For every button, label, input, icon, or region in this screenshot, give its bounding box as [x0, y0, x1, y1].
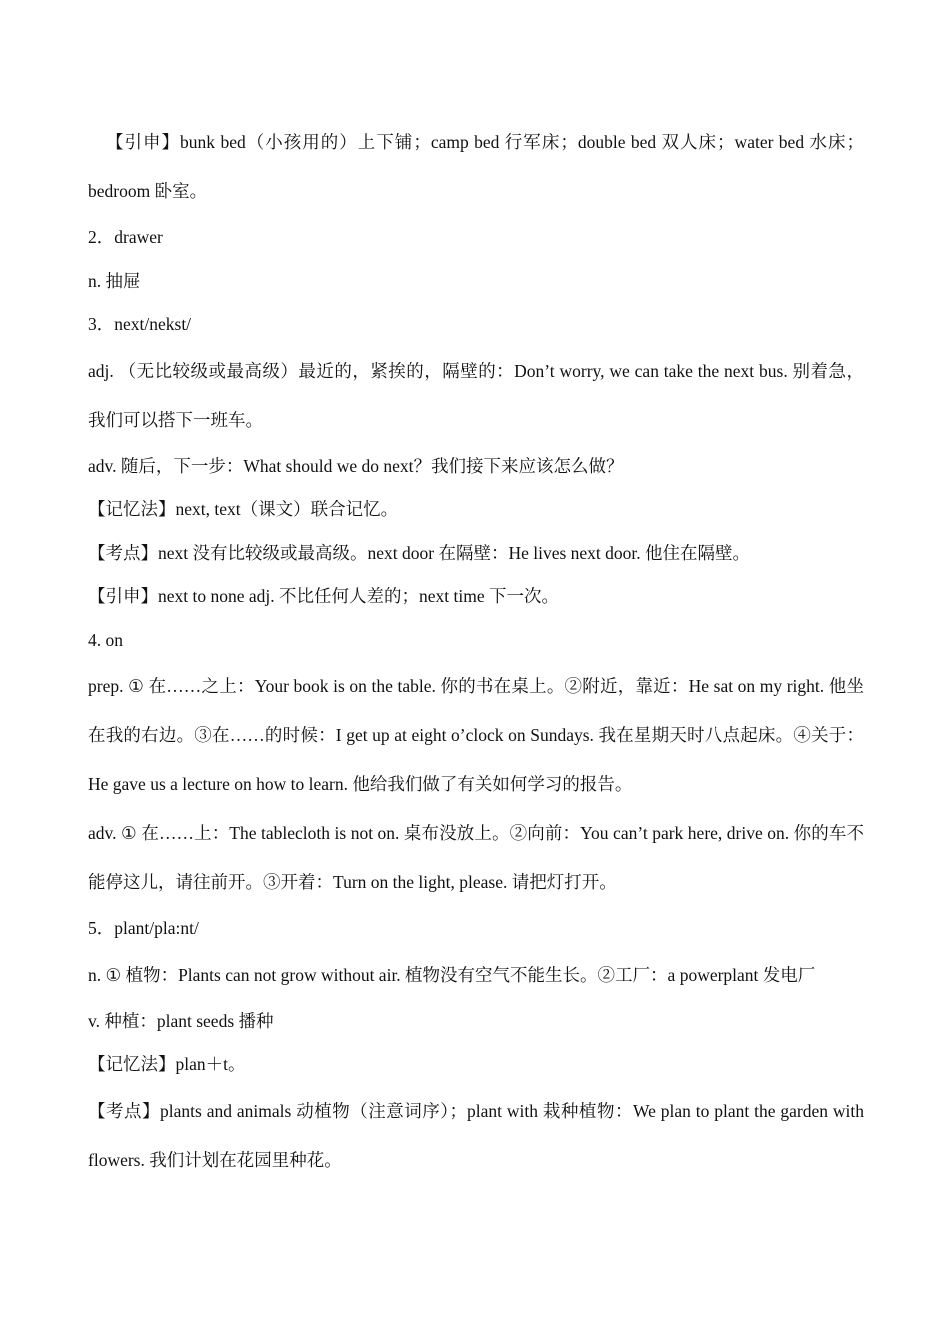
paragraph-next-adv: adv. 随后，下一步：What should we do next？我们接下来应该怎么做？: [88, 455, 624, 476]
paragraph-next-adj: adj. （无比较级或最高级）最近的，紧挨的，隔壁的：Don’t worry, we can take the next bus. 别着急，我们可以搭下一班车。: [88, 360, 864, 430]
heading-next: 3．next/nekst/: [88, 314, 192, 334]
paragraph-plant-noun: n. ① 植物：Plants can not grow without air. 植物没有空气不能生长。②工厂：a powerplant 发电厂: [88, 964, 816, 985]
heading-on: 4. on: [88, 629, 123, 650]
paragraph-extension-bed: 【引申】bunk bed（小孩用的）上下铺；camp bed 行军床；double bed 双人床；water bed 水床；bedroom 卧室。: [88, 132, 864, 201]
paragraph-plant-memory: 【记忆法】plan＋t。: [88, 1054, 246, 1074]
document-page: [88, 118, 864, 1185]
paragraph-next-memory: 【记忆法】next, text（课文）联合记忆。: [88, 499, 399, 519]
paragraph-drawer-noun: n. 抽屉: [88, 270, 141, 291]
paragraph-on-prep: prep. ① 在……之上：Your book is on the table. 你的书在桌上。②附近，靠近：He sat on my right. 他坐在我的右边。③在……的时候：I get up at eight o’clock on Sundays. 我在星期天时八点起床。④关于：He gave us a lecture on how to learn. 他给我们做了有关如何学习的报告。: [88, 676, 864, 794]
heading-plant: 5．plant/pla:nt/: [88, 918, 199, 938]
paragraph-plant-exam-point: 【考点】plants and animals 动植物（注意词序）；plant with 栽种植物：We plan to plant the garden with flowers. 我们计划在花园里种花。: [88, 1100, 864, 1170]
paragraph-on-adv: adv. ① 在……上：The tablecloth is not on. 桌布没放上。②向前：You can’t park here, drive on. 你的车不能停这儿，请往前开。③开着：Turn on the light, please. 请把灯打开。: [88, 823, 864, 892]
paragraph-plant-verb: v. 种植：plant seeds 播种: [88, 1010, 274, 1031]
paragraph-next-extension: 【引申】next to none adj. 不比任何人差的；next time 下一次。: [88, 586, 559, 606]
heading-drawer: 2．drawer: [88, 227, 163, 247]
paragraph-next-exam-point: 【考点】next 没有比较级或最高级。next door 在隔壁：He lives next door. 他住在隔壁。: [88, 542, 751, 563]
